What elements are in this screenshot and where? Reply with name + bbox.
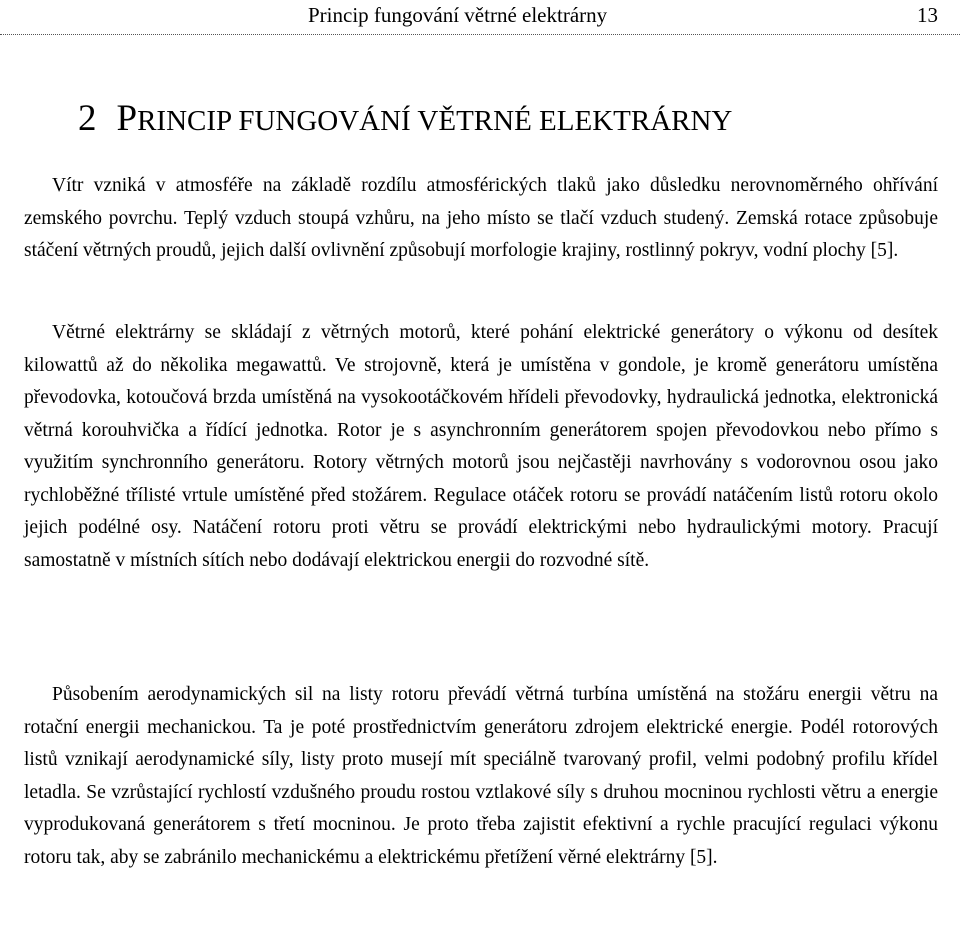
chapter-heading — [78, 96, 732, 144]
header-title: Princip fungování větrné elektrárny — [308, 3, 608, 27]
chapter-title-rest: RINCIP FUNGOVÁNÍ VĚTRNÉ ELEKTRÁRNY — [137, 105, 733, 137]
running-header — [0, 0, 960, 35]
page-number: 13 — [917, 3, 938, 27]
chapter-number: 2 — [78, 98, 97, 139]
paragraph-turbine-components: Větrné elektrárny se skládají z větrných motorů, které pohání elektrické generátory o výkonu od desítek kilowattů až do několika megawattů. Ve strojovně, která je umístěna v gondole, je kromě generátoru umístěna převodovka, kotoučová brzda umístěná na vysokootáčkovém hřídeli převodovky, hydraulická jednotka, elektronická větrná korouhvička a řídící jednotka. Rotor je s asynchronním generátorem spojen převodovkou nebo přímo s využitím synchronního generátoru. Rotory větrných motorů jsou nejčastěji navrhovány s vodorovnou osou jako rychloběžné třílisté vrtule umístěné před stožárem. Regulace otáček rotoru se provádí natáčením listů rotoru okolo jejich podélné osy. Natáčení rotoru proti větru se provádí elektrickými nebo hydraulickými motory. Pracují samostatně v místních sítích nebo dodávají elektrickou energii do rozvodné sítě. — [24, 322, 938, 571]
paragraph-aerodynamics: Působením aerodynamických sil na listy rotoru převádí větrná turbína umístěná na stožáru energii větru na rotační energii mechanickou. Ta je poté prostřednictvím generátoru zdrojem elektrické energie. Podél rotorových listů vznikají aerodynamické síly, listy proto musejí mít speciálně tvarovaný profil, velmi podobný profilu křídel letadla. Se vzrůstající rychlostí vzdušného proudu rostou vztlakové síly s druhou mocninou rychlosti větru a energie vyprodukovaná generátorem s třetí mocninou. Je proto třeba zajistit efektivní a rychle pracující regulaci výkonu rotoru tak, aby se zabránilo mechanickému a elektrickému přetížení věrné elektrárny [5]. — [24, 684, 938, 868]
paragraph-wind-origin: Vítr vzniká v atmosféře na základě rozdílu atmosférických tlaků jako důsledku nerovnoměrného ohřívání zemského povrchu. Teplý vzduch stoupá vzhůru, na jeho místo se tlačí vzduch studený. Zemská rotace způsobuje stáčení větrných proudů, jejich další ovlivnění způsobují morfologie krajiny, rostlinný pokryv, vodní plochy [5]. — [24, 175, 938, 261]
chapter-title-initial: P — [116, 98, 138, 139]
